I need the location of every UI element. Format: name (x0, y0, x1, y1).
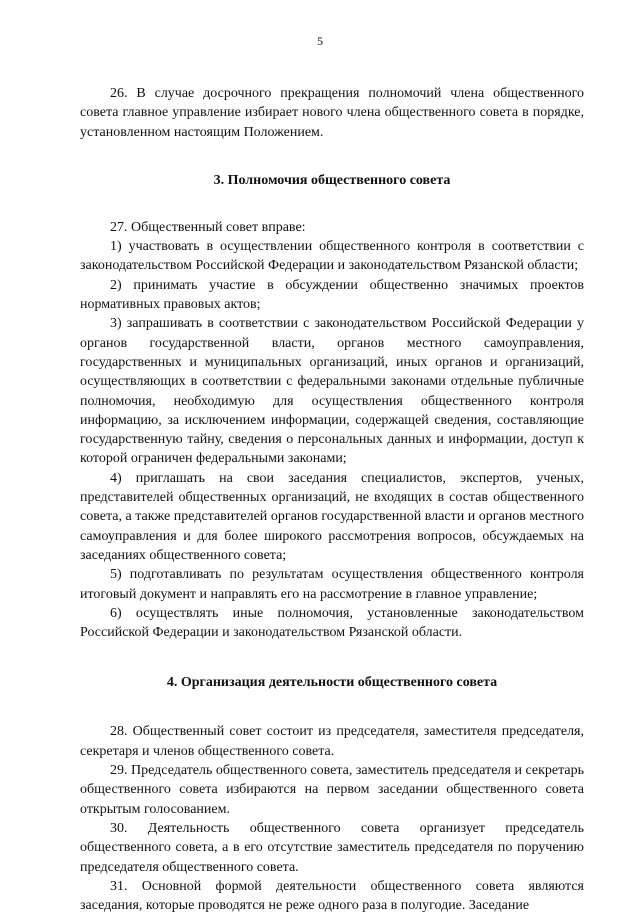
paragraph-27-item-5: 5) подготавливать по результатам осуществления общественного контроля итоговый документ и направлять его на рассмотрение в главное управление; (80, 567, 584, 602)
paragraph-30: 30. Деятельность общественного совета организует председатель общественного совета, а в его отсутствие заместитель председателя по поручению председателя общественного совета. (80, 820, 584, 875)
page-number: 5 (317, 34, 323, 48)
paragraph-31: 31. Основной формой деятельности общественного совета являются заседания, которые проводятся не реже одного раза в полугодие. Заседание (80, 878, 584, 914)
paragraph-29: 29. Председатель общественного совета, заместитель председателя и секретарь общественного совета избираются на первом заседании общественного совета открытым голосованием. (80, 763, 584, 817)
paragraph-28: 28. Общественный совет состоит из председателя, заместителя председателя, секретаря и членов общественного совета. (80, 724, 584, 759)
paragraph-27-item-3: 3) запрашивать в соответствии с законодательством Российской Федерации у органов государственной власти, органов местного самоуправления, государственных и муниципальных организаций, иных органов и организаций, осуществляющих в соответствии с федеральными законами отдельные публичные полномочия, необходимую для осуществления общественного контроля информацию, за исключением информации, содержащей сведения, составляющие государственную тайну, сведения о персональных данных и информации, доступ к которой ограничен федеральными законами; (80, 316, 584, 467)
paragraph-27: 27. Общественный совет вправе: (110, 219, 306, 235)
paragraph-27-item-6: 6) осуществлять иные полномочия, установленные законодательством Российской Федерации и законодательством Рязанской области. (80, 605, 584, 641)
section-3-heading: 3. Полномочия общественного совета (213, 172, 451, 188)
paragraph-27-item-2: 2) принимать участие в обсуждении общественно значимых проектов нормативных правовых актов; (80, 277, 584, 313)
section-4-heading: 4. Организация деятельности общественного совета (166, 675, 498, 691)
paragraph-27-item-1: 1) участвовать в осуществлении общественного контроля в соответствии с законодательством Российской Федерации и законодательством Рязанской области; (80, 239, 584, 274)
document-body (80, 84, 584, 915)
paragraph-26: 26. В случае досрочного прекращения полномочий члена общественного совета главное управление избирает нового члена общественного совета в порядке, установленном настоящим Положением. (80, 86, 584, 140)
paragraph-27-item-4: 4) приглашать на свои заседания специалистов, экспертов, ученых, представителей общественных организаций, не входящих в состав общественного совета, а также представителей органов государственной власти и органов местного самоуправления и для более широкого рассмотрения вопросов, обсуждаемых на заседаниях общественного совета; (80, 470, 584, 563)
